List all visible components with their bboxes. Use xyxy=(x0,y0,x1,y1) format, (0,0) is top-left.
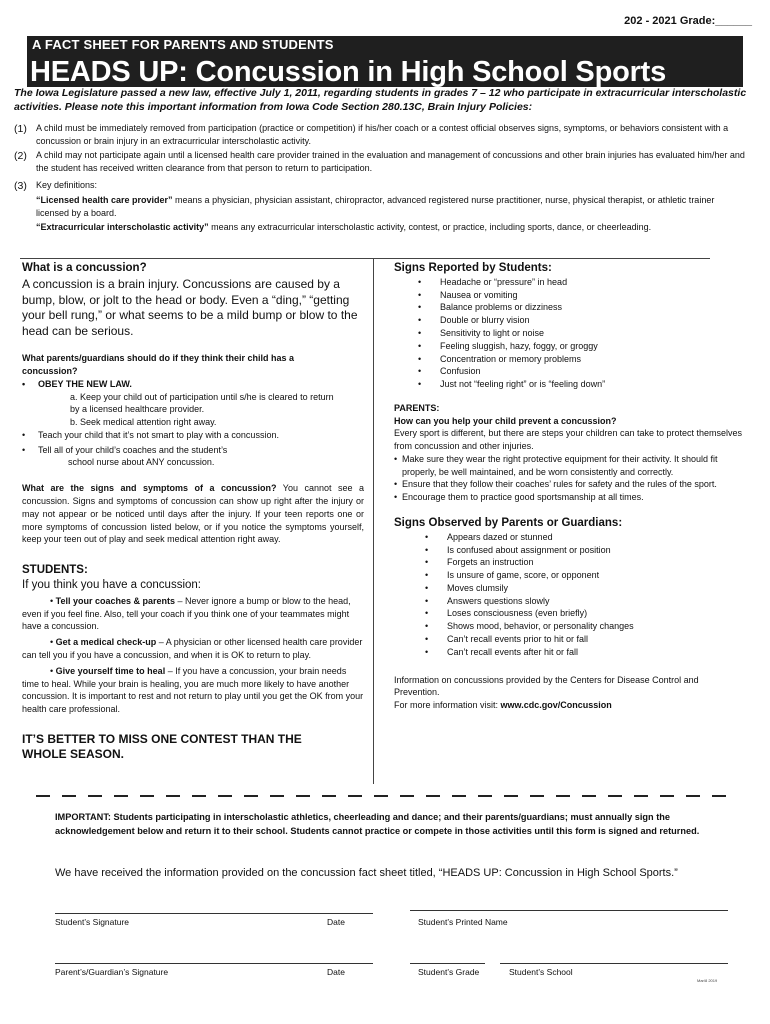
parents-text: Every sport is different, but there are steps your children can take to protect themselves from concussion and other injuries. xyxy=(394,428,743,452)
obey-law-text: OBEY THE NEW LAW. xyxy=(38,378,132,389)
parents-question: How can you help your child prevent a concussion? xyxy=(394,415,617,426)
bullet-icon: • xyxy=(425,557,429,568)
list-item xyxy=(425,556,746,569)
rule-item-3 xyxy=(14,179,759,192)
signs-symptoms-paragraph xyxy=(22,482,364,546)
obey-step-a: a. Keep your child out of participation until s/he is cleared to return by a licensed healthcare provider. xyxy=(70,391,334,415)
page-title: HEADS UP: Concussion in High School Sports xyxy=(30,56,667,88)
list-item-text: Is confused about assignment or position xyxy=(447,544,611,555)
title-banner xyxy=(27,36,743,87)
list-item-text: Shows mood, behavior, or personality changes xyxy=(447,621,634,632)
prevention-tip-text: Make sure they wear the right protective equipment for their activity. It should fit properly, be well maintained, and be worn consistently and correctly. xyxy=(402,453,718,477)
important-notice: IMPORTANT: Students participating in interscholastic athletics, cheerleading and dance; and their parents/guardians; must annually sign the acknowledgement below and return it to their school. Students cannot practice or compete in those activities until this form is signed and returned. xyxy=(55,812,700,836)
bullet-icon: • xyxy=(425,544,429,555)
signs-reported-heading: Signs Reported by Students: xyxy=(394,262,552,274)
parent-signature-label: Parent’s/Guardian’s Signature xyxy=(55,967,169,977)
list-item-text: Can’t recall events after hit or fall xyxy=(447,646,579,657)
list-item-text: Balance problems or dizziness xyxy=(440,302,563,313)
list-item xyxy=(418,301,746,314)
bullet-icon: • xyxy=(418,340,422,351)
student-tip-2 xyxy=(22,636,364,662)
tell-item xyxy=(22,444,364,457)
rule-text: A child may not participate again until a licensed health care provider trained in the evaluation and management of concussions and other brain injuries has evaluated him/her and the student has received written clearance from that person to return to participation. xyxy=(36,150,745,173)
list-item xyxy=(418,378,746,391)
list-item xyxy=(425,544,746,557)
what-is-concussion-text: A concussion is a brain injury. Concussions are caused by a bump, blow, or jolt to the head or body. Even a “ding,” “getting your bell rung,” or what seems to be a mild bump or blow to the head can be serious. xyxy=(22,276,358,338)
list-item xyxy=(418,340,746,353)
bullet-icon: • xyxy=(425,634,429,645)
cut-line xyxy=(36,795,736,797)
bullet-icon: • xyxy=(22,444,26,455)
student-signature-line[interactable] xyxy=(55,913,373,914)
student-tip-1 xyxy=(22,595,364,633)
student-grade-line[interactable] xyxy=(410,963,485,964)
bullet-icon: • xyxy=(425,608,429,619)
rule-item-1 xyxy=(14,122,759,148)
prevention-tip-text: Ensure that they follow their coaches’ rules for safety and the rules of the sport. xyxy=(402,479,717,490)
prevention-tip xyxy=(394,491,746,504)
list-item-text: Appears dazed or stunned xyxy=(447,531,553,542)
signs-observed-list xyxy=(425,531,746,659)
prevention-tip xyxy=(394,478,746,491)
teach-item xyxy=(22,429,364,442)
list-item xyxy=(418,327,746,340)
more-info-prefix: For more information visit: xyxy=(394,700,501,711)
students-subheading: If you think you have a concussion: xyxy=(22,578,201,591)
list-item-text: Forgets an instruction xyxy=(447,557,534,568)
list-item-text: Answers questions slowly xyxy=(447,595,550,606)
list-item-text: Loses consciousness (even briefly) xyxy=(447,608,588,619)
signs-reported-list xyxy=(418,276,746,391)
list-item xyxy=(425,607,746,620)
bullet-icon: • xyxy=(418,276,422,287)
list-item xyxy=(425,646,746,659)
student-tip-text: – Never ignore a bump or blow to the head, even if you feel fine. Also, tell your coach if you think one of your teammates might have a concussion. xyxy=(22,595,351,632)
bullet-icon: • xyxy=(425,646,429,657)
parents-heading: PARENTS: xyxy=(394,402,440,413)
column-divider xyxy=(373,258,374,784)
bullet-icon: • xyxy=(50,637,56,648)
acknowledgement-text: We have received the information provided on the concussion fact sheet titled, “HEADS UP: Concussion in High School Sports.” xyxy=(55,867,678,879)
more-info-line xyxy=(394,699,746,712)
bullet-icon: • xyxy=(22,429,26,440)
bullet-icon: • xyxy=(418,328,422,338)
list-item-text: Feeling sluggish, hazy, foggy, or groggy xyxy=(440,340,598,351)
student-name-label: Student’s Printed Name xyxy=(418,917,508,927)
rule-text: A child must be immediately removed from participation (practice or competition) if his/her coach or a contest official observes signs, symptoms, or behaviors consistent with a concussion or brain injury in an extracurricular interscholastic activity. xyxy=(36,123,729,146)
obey-law-item xyxy=(22,378,364,391)
student-signature-label: Student’s Signature xyxy=(55,917,130,927)
bullet-icon: • xyxy=(50,665,56,676)
form-footnote: Mar/8 2019 xyxy=(697,978,718,983)
tell-text-2: school nurse about ANY concussion. xyxy=(68,457,215,468)
prevention-tip-text: Encourage them to practice good sportsmanship at all times. xyxy=(402,492,644,503)
list-item xyxy=(425,595,746,608)
student-tip-text: – A physician or other licensed health care provider can tell you if you have a concussion, and when it is OK to return to play. xyxy=(22,637,363,660)
list-item xyxy=(425,620,746,633)
what-is-concussion-heading: What is a concussion? xyxy=(22,262,147,274)
rule-number: (3) xyxy=(14,180,27,192)
list-item-text: Moves clumsily xyxy=(447,582,509,593)
list-item xyxy=(418,314,746,327)
definition-text: means a physician, physician assistant, chiropractor, advanced registered nurse practitioner, nurse, physical therapist, or athletic trainer licensed by a board. xyxy=(36,195,715,218)
rule-text: Key definitions: xyxy=(36,180,98,190)
tell-text: Tell all of your child’s coaches and the student’s xyxy=(38,444,228,455)
bullet-icon: • xyxy=(425,621,429,632)
bullet-icon: • xyxy=(418,353,422,364)
bullet-icon: • xyxy=(394,479,398,490)
bullet-icon: • xyxy=(425,531,429,542)
student-school-label: Student’s School xyxy=(509,967,573,977)
cdc-link[interactable]: www.cdc.gov/Concussion xyxy=(500,700,612,711)
bullet-icon: • xyxy=(394,453,398,464)
list-item xyxy=(425,569,746,582)
rule-item-2 xyxy=(14,149,759,175)
list-item xyxy=(418,353,746,366)
right-column xyxy=(394,261,746,712)
bullet-icon: • xyxy=(394,492,398,503)
intro-paragraph: The Iowa Legislature passed a new law, effective July 1, 2011, regarding students in grades 7 – 12 who participate in extracurricular interscholastic activities. Please note this important information from Iowa Code Section 280.13C, Brain Injury Policies: xyxy=(14,87,747,113)
bullet-icon: • xyxy=(418,379,422,390)
definition-term: “Extracurricular interscholastic activity” xyxy=(36,222,209,232)
student-tip-title: Tell your coaches & parents xyxy=(55,595,176,606)
prevention-tips-list xyxy=(394,453,746,504)
bullet-icon: • xyxy=(425,582,429,593)
signs-observed-heading: Signs Observed by Parents or Guardians: xyxy=(394,516,623,529)
definition-text: means any extracurricular interscholastic activity, contest, or practice, including sports, dance, or cheerleading. xyxy=(208,222,652,232)
student-tip-3 xyxy=(22,665,364,716)
student-name-line[interactable] xyxy=(410,910,728,911)
prevention-tip xyxy=(394,453,746,479)
parent-signature-line[interactable] xyxy=(55,963,373,964)
student-tip-title: Give yourself time to heal xyxy=(55,665,166,676)
bullet-icon: • xyxy=(418,366,422,377)
student-tip-text: – If you have a concussion, your brain needs time to heal. While your brain is healing, you are much more likely to have another concussion. It is important to rest and not return to play until you get the OK from your health care professional. xyxy=(22,665,364,715)
slogan: IT’S BETTER TO MISS ONE CONTEST THAN THE WHOLE SEASON. xyxy=(22,731,302,762)
banner-subtitle: A FACT SHEET FOR PARENTS AND STUDENTS xyxy=(32,37,334,52)
bullet-icon: • xyxy=(418,315,422,326)
list-item-text: Confusion xyxy=(440,366,481,377)
signs-symptoms-text: You cannot see a concussion. Signs and symptoms of concussion can show up right after the injury or may not appear or be noticed until days after the injury. If your teen reports one or more symptoms of concussion listed below, or if you notice the symptoms yourself, keep your teen out of play and seek medical attention right away. xyxy=(22,483,364,545)
list-item-text: Just not “feeling right” or is “feeling down” xyxy=(440,379,606,390)
list-item-text: Is unsure of game, score, or opponent xyxy=(447,570,600,581)
list-item xyxy=(418,289,746,302)
cdc-info-text: Information on concussions provided by the Centers for Disease Control and Prevention. xyxy=(394,674,699,698)
list-item xyxy=(425,582,746,595)
list-item xyxy=(418,276,746,289)
student-tip-title: Get a medical check-up xyxy=(55,637,157,648)
list-item xyxy=(425,531,746,544)
list-item-text: Can’t recall events prior to hit or fall xyxy=(447,634,589,645)
list-item-text: Concentration or memory problems xyxy=(440,353,582,364)
students-heading: STUDENTS: xyxy=(22,564,88,577)
date-label-2: Date xyxy=(327,967,345,977)
grade-line: 202 - 2021 Grade:______ xyxy=(624,15,752,27)
list-item xyxy=(425,633,746,646)
parents-action-heading: What parents/guardians should do if they think their child has a concussion? xyxy=(22,353,295,377)
rule-number: (2) xyxy=(14,150,27,162)
student-school-line[interactable] xyxy=(500,963,728,964)
bullet-icon: • xyxy=(425,570,429,581)
list-item xyxy=(418,365,746,378)
section-divider xyxy=(20,258,710,259)
list-item-text: Nausea or vomiting xyxy=(440,289,518,300)
date-label-1: Date xyxy=(327,917,345,927)
bullet-icon: • xyxy=(50,595,56,606)
definition-1 xyxy=(36,194,726,220)
student-grade-label: Student’s Grade xyxy=(418,967,480,977)
teach-text: Teach your child that it’s not smart to play with a concussion. xyxy=(38,429,279,440)
definition-term: “Licensed health care provider” xyxy=(36,195,173,205)
list-item-text: Sensitivity to light or noise xyxy=(440,328,545,338)
obey-step-b: b. Seek medical attention right away. xyxy=(70,417,217,428)
definition-2 xyxy=(36,221,726,234)
bullet-icon: • xyxy=(418,289,422,300)
bullet-icon: • xyxy=(22,378,26,389)
left-column xyxy=(22,261,364,763)
signs-symptoms-question: What are the signs and symptoms of a concussion? xyxy=(22,483,277,494)
bullet-icon: • xyxy=(418,302,422,313)
rule-number: (1) xyxy=(14,123,27,135)
list-item-text: Double or blurry vision xyxy=(440,315,530,326)
bullet-icon: • xyxy=(425,595,429,606)
list-item-text: Headache or “pressure” in head xyxy=(440,276,568,287)
